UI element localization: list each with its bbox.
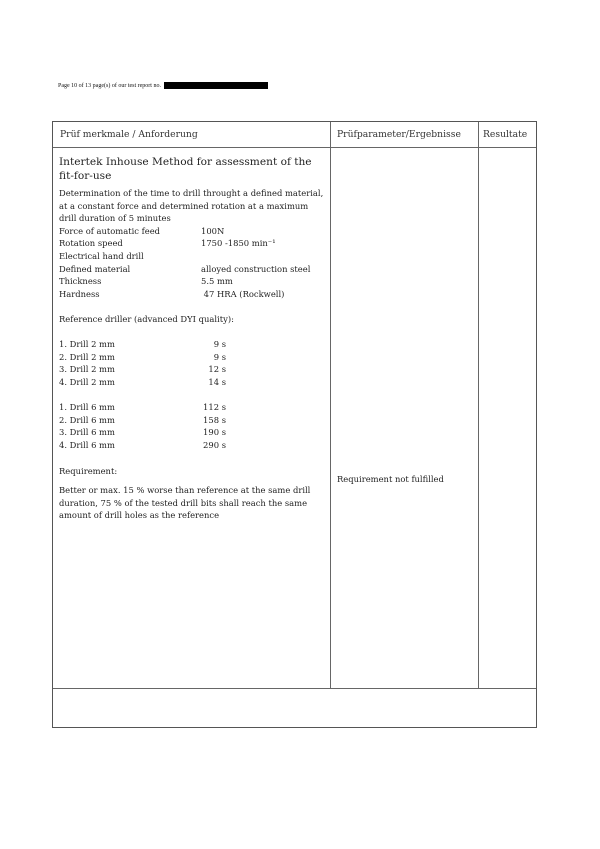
page-info-text: Page 10 of 13 page(s) of our test report no. [58,82,161,89]
list-item [59,376,327,389]
reference-driller-label: Reference driller (advanced DYI quality): [59,313,234,324]
drill-time: 112 s [203,402,226,413]
requirement-text: Better or max. 15 % worse than reference at the same drill duration, 75 % of the tested drill bits shall reach the same amount of drill holes as the reference [59,485,314,521]
list-item [59,401,327,414]
requirement-cell [59,155,327,522]
param-value: 1750 -1850 min⁻¹ [201,238,276,249]
list-item [59,414,327,427]
param-label: Rotation speed [59,238,123,249]
param-label: Force of automatic feed [59,225,161,236]
report-header [58,82,268,89]
param-row [59,237,327,250]
column-header-parameters: Prüfparameter/Ergebnisse [337,129,461,140]
param-value: alloyed construction steel [201,263,311,274]
test-result-table [52,121,537,728]
column-divider-1 [330,122,331,688]
drill-name: 1. Drill 6 mm [59,402,115,413]
drill-time: 12 s [208,364,226,375]
method-description: Determination of the time to drill throught a defined material, at a constant force and determined rotation at a maximum drill duration of 5 minutes [59,188,326,224]
drill-6mm-list [59,401,327,451]
drill-2mm-list [59,338,327,388]
test-parameters [59,225,327,301]
param-value: 100N [201,225,225,236]
param-value: 47 HRA (Rockwell) [201,288,285,299]
list-item [59,426,327,439]
param-row [59,225,327,238]
drill-time: 14 s [208,376,226,387]
drill-name: 3. Drill 6 mm [59,427,115,438]
param-row [59,250,327,263]
drill-name: 3. Drill 2 mm [59,364,115,375]
list-item [59,363,327,376]
drill-time: 190 s [203,427,226,438]
drill-name: 2. Drill 2 mm [59,351,115,362]
param-row [59,288,327,301]
drill-time: 290 s [203,439,226,450]
result-text: Requirement not fulfilled [337,474,444,484]
param-label: Hardness [59,288,100,299]
drill-name: 4. Drill 2 mm [59,376,115,387]
param-label: Electrical hand drill [59,250,144,261]
column-header-results: Resultate [483,129,528,140]
requirement-label: Requirement: [59,466,118,477]
param-row [59,263,327,276]
drill-time: 9 s [213,339,226,350]
drill-name: 4. Drill 6 mm [59,439,115,450]
drill-time: 9 s [213,351,226,362]
param-label: Defined material [59,263,131,274]
drill-time: 158 s [203,414,226,425]
header-row-divider [53,147,536,148]
drill-name: 2. Drill 6 mm [59,414,115,425]
redacted-report-number [164,82,268,89]
param-row [59,275,327,288]
method-title: Intertek Inhouse Method for assessment of the fit-for-use [59,156,315,182]
list-item [59,351,327,364]
param-label: Thickness [59,276,102,287]
column-header-requirement: Prüf merkmale / Anforderung [60,129,198,140]
drill-name: 1. Drill 2 mm [59,339,115,350]
param-value: 5.5 mm [201,276,233,287]
footer-row-divider [53,688,536,689]
column-divider-2 [478,122,479,688]
list-item [59,338,327,351]
list-item [59,439,327,452]
